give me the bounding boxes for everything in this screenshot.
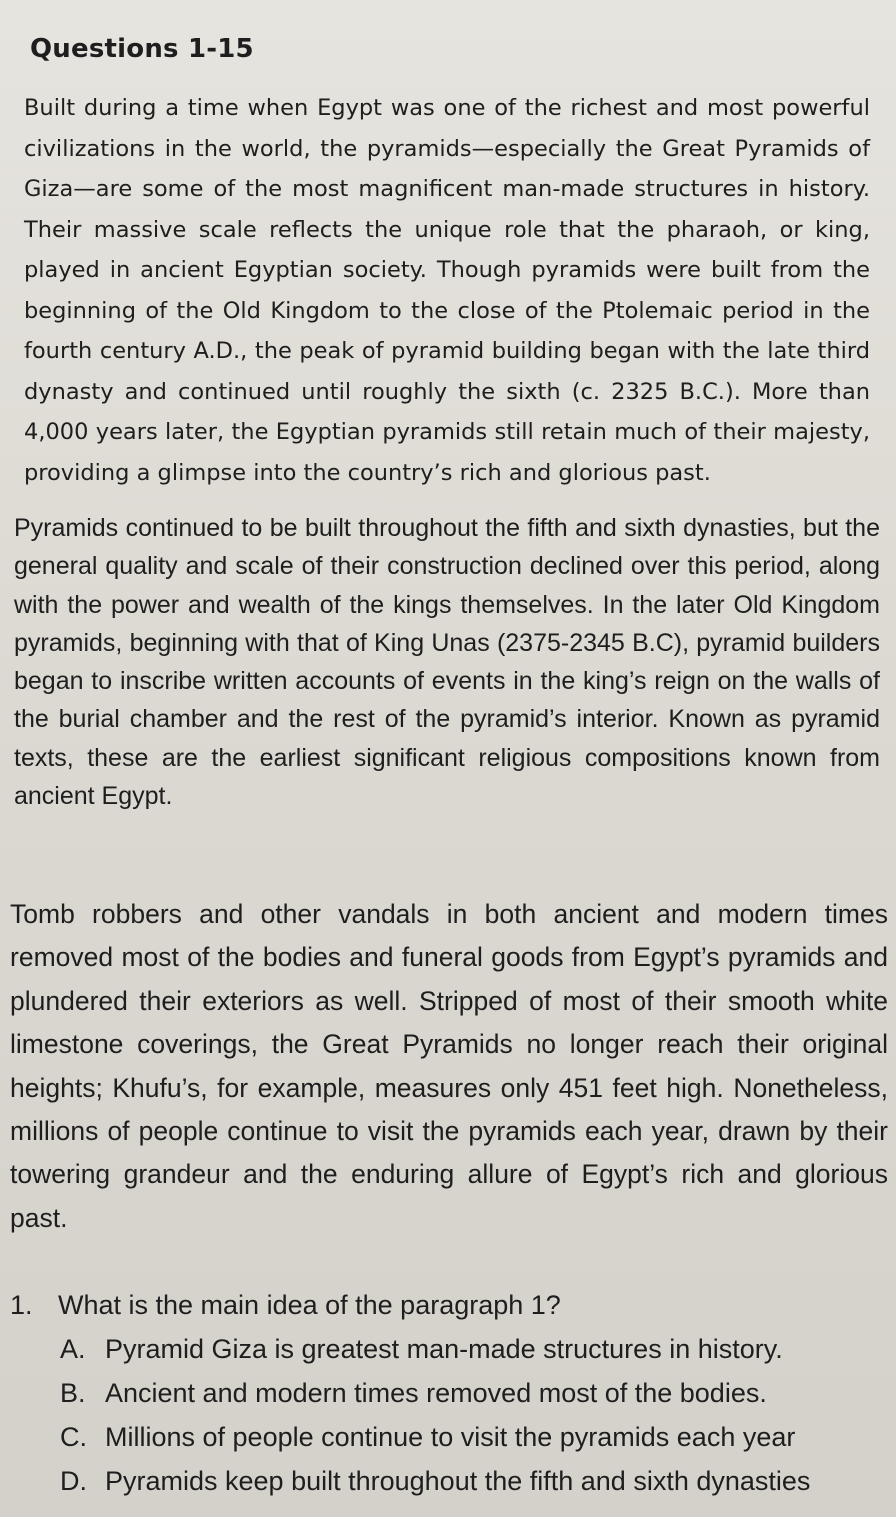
option-letter: D. bbox=[60, 1466, 87, 1496]
section-title: Questions 1-15 bbox=[30, 34, 254, 64]
option-text: Millions of people continue to visit the pyramids each year bbox=[105, 1422, 796, 1452]
passage-paragraph-3: Tomb robbers and other vandals in both ancient and modern times removed most of the bodies and funeral goods from Egypt’s pyramids and plundered their exteriors as well. Stripped of most of their smooth white limestone coverings, the Great Pyramids no longer reach their original heights; Khufu’s, for example, measures only 451 feet high. Nonetheless, millions of people continue to visit the pyramids each year, drawn by their towering grandeur and the enduring allure of Egypt’s rich and glorious past. bbox=[10, 899, 888, 1233]
option-d[interactable] bbox=[10, 1459, 890, 1503]
passage-paragraph-2: Pyramids continued to be built throughout the fifth and sixth dynasties, but the general quality and scale of their construction declined over this period, along with the power and wealth of the kings themselves. In the later Old Kingdom pyramids, beginning with that of King Unas (2375-2345 B.C), pyramid builders began to inscribe written accounts of events in the king’s reign on the walls of the burial chamber and the rest of the pyramid’s interior. Known as pyramid texts, these are the earliest significant religious compositions known from ancient Egypt. bbox=[14, 514, 880, 811]
option-text: Pyramid Giza is greatest man-made structures in history. bbox=[105, 1334, 783, 1364]
option-text: Pyramids keep built throughout the fifth and sixth dynasties bbox=[105, 1466, 811, 1496]
passage-paragraph-1: Built during a time when Egypt was one of the richest and most powerful civilizations in the world, the pyramids—especially the Great Pyramids of Giza—are some of the most magnificent man-made structures in history. Their massive scale reflects the unique role that the pharaoh, or king, played in ancient Egyptian society. Though pyramids were built from the beginning of the Old Kingdom to the close of the Ptolemaic period in the fourth century A.D., the peak of pyramid building began with the late third dynasty and continued until roughly the sixth (c. 2325 B.C.). More than 4,000 years later, the Egyptian pyramids still retain much of their majesty, providing a glimpse into the country’s rich and glorious past. bbox=[24, 95, 870, 486]
option-letter: C. bbox=[60, 1422, 87, 1452]
answer-options bbox=[10, 1327, 890, 1503]
option-letter: A. bbox=[60, 1334, 86, 1364]
question-number: 1. bbox=[10, 1290, 33, 1320]
option-b[interactable] bbox=[10, 1371, 890, 1415]
question-stem bbox=[10, 1283, 890, 1327]
question-text: What is the main idea of the paragraph 1? bbox=[58, 1290, 561, 1320]
question-1 bbox=[10, 1283, 890, 1503]
option-a[interactable] bbox=[10, 1327, 890, 1371]
option-letter: B. bbox=[60, 1378, 86, 1408]
option-text: Ancient and modern times removed most of the bodies. bbox=[105, 1378, 767, 1408]
option-c[interactable] bbox=[10, 1415, 890, 1459]
